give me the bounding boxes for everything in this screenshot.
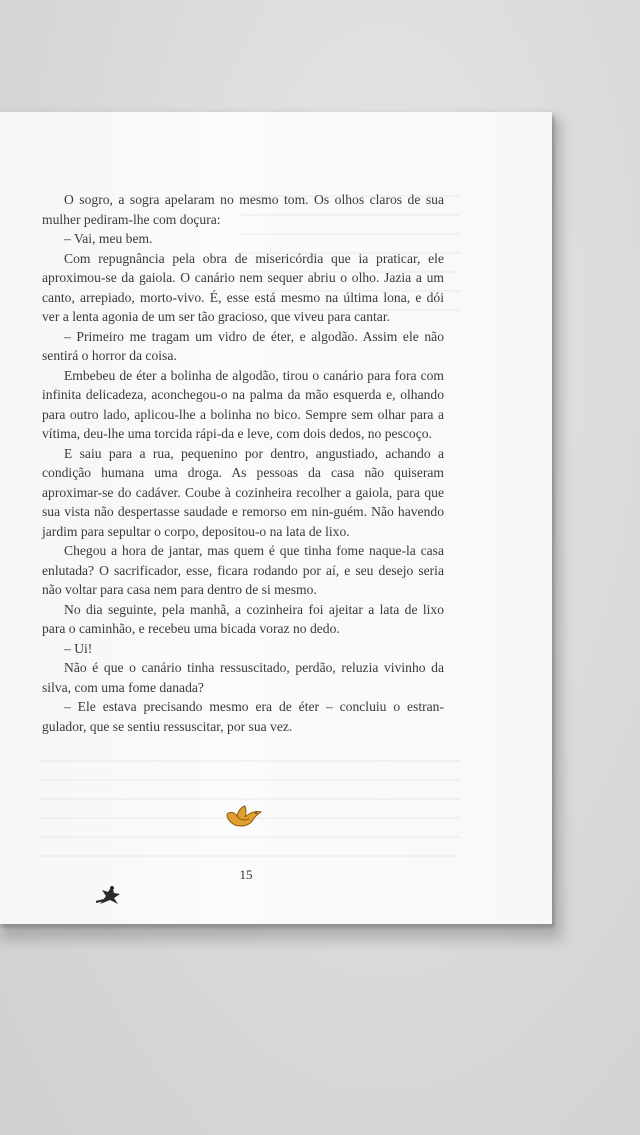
bird-ornament-icon: [223, 800, 265, 830]
dialog-line: – Vai, meu bem.: [64, 231, 153, 246]
paragraph: Não é que o canário tinha ressuscitado, perdão, reluzia vivinho da silva, com uma fome danada?: [42, 660, 444, 695]
dialog-line: – Primeiro me tragam um vidro de éter, e algodão. Assim ele não sentirá o horror da coisa.: [42, 328, 444, 363]
paragraph: O sogro, a sogra apelaram no mesmo tom. Os olhos claros de sua mulher pediram-lhe com doçura:: [42, 192, 444, 227]
dialog-line: – Ui!: [64, 640, 93, 656]
paragraph: Embebeu de éter a bolinha de algodão, tirou o canário para fora com infinita delicadeza, aconchegou-o na palma da mão esquerda e, olhando para outro lado, aplicou-lhe a bolinha no bico. Sempre sem olhar para a vítima, deu-lhe uma torcida rápi-da e leve, com dois dedos, no pescoço.: [42, 367, 444, 441]
paragraph: Com repugnância pela obra de misericórdia que ia praticar, ele aproximou-se da gaiola. O canário nem sequer abriu o olho. Jazia a um canto, arrepiado, morto-vivo. É, esse está mesmo na última lona, e dói ver a lenta agonia de um ser tão gracioso, que viveu para cantar.: [42, 250, 444, 324]
paragraph: Chegou a hora de jantar, mas quem é que tinha fome naque-la casa enlutada? O sacrificador, esse, ficara rodando por aí, e seu desejo seria não voltar para casa nem para dentro de si mesmo.: [42, 543, 444, 597]
paragraph: No dia seguinte, pela manhã, a cozinheira foi ajeitar a lata de lixo para o caminhão, e recebeu uma bicada voraz no dedo.: [42, 601, 444, 636]
story-text: [42, 190, 444, 736]
page-number: 15: [239, 867, 253, 882]
dialog-line: – Ele estava precisando mesmo era de éter – concluiu o estran-gulador, que se sentiu ressuscitar, por sua vez.: [42, 699, 444, 734]
paragraph: E saiu para a rua, pequenino por dentro, angustiado, achando a condição humana uma droga. As pessoas da casa não quiseram aproximar-se do cadáver. Coube à cozinheira recolher a gaiola, para que sua vista não despertasse saudade e remorso em nin-guém. Não havendo jardim para sepultar o corpo, depositou-o na lata de lixo.: [42, 445, 444, 539]
page-edge: [0, 924, 552, 928]
publisher-logo-icon: [92, 882, 126, 908]
